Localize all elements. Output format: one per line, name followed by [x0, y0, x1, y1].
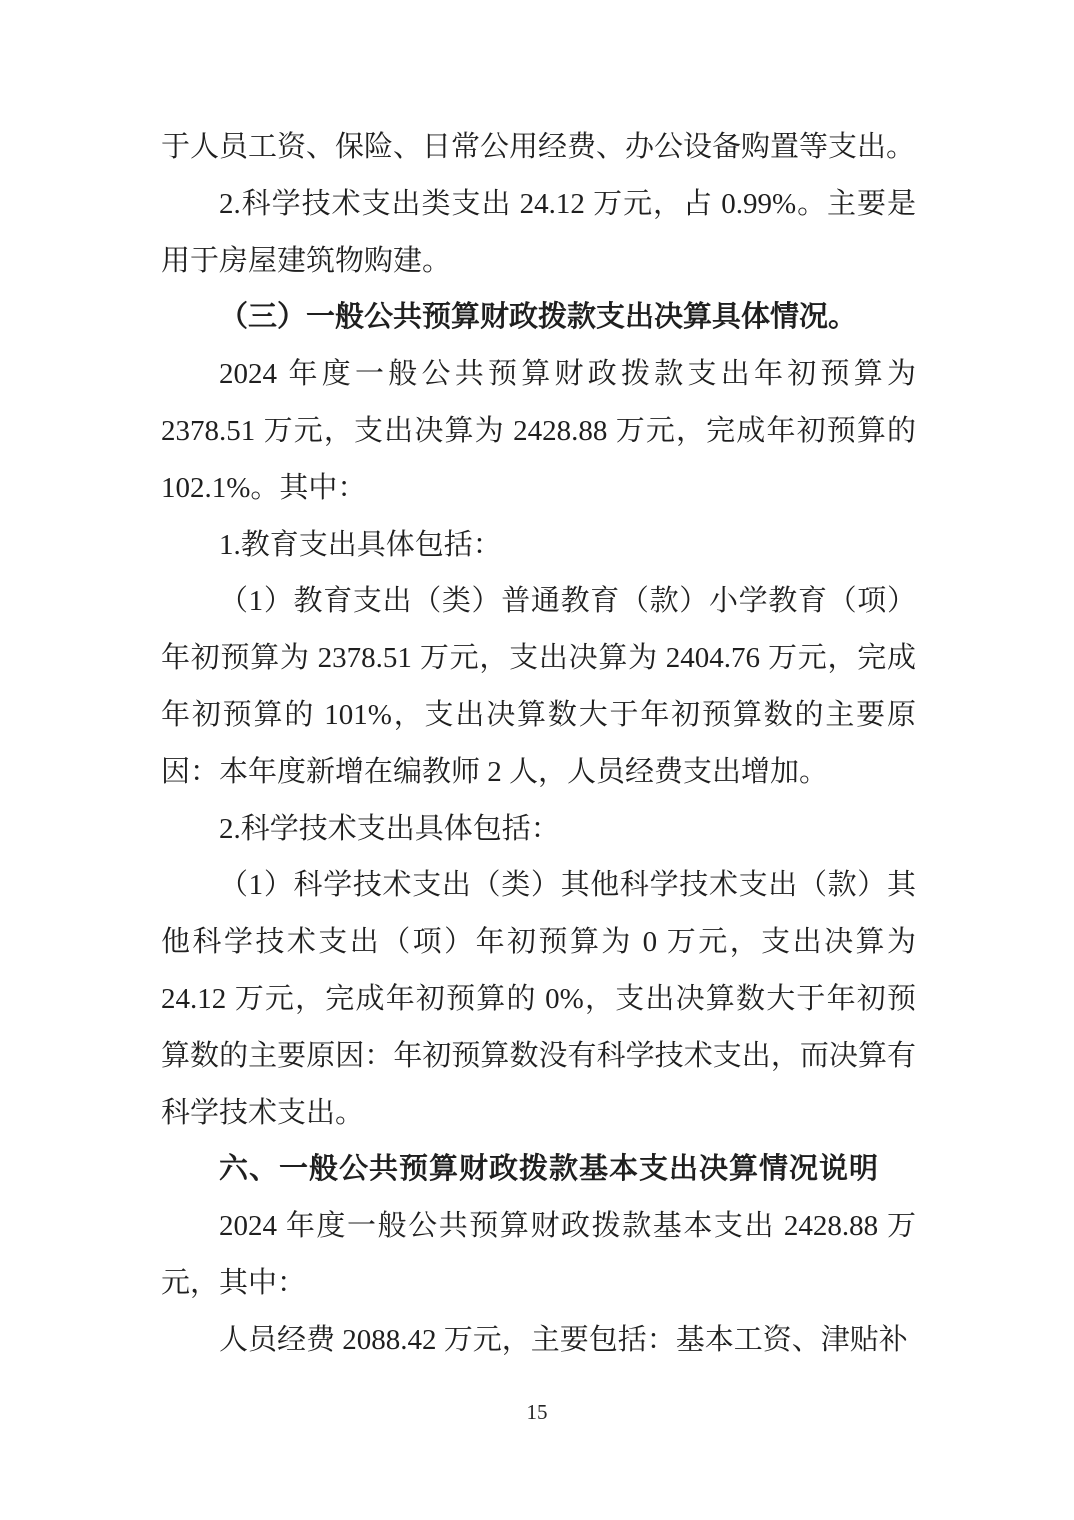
- page-number: 15: [526, 1400, 548, 1424]
- paragraph: 于人员工资、保险、日常公用经费、办公设备购置等支出。: [161, 131, 916, 163]
- paragraph: 1.教育支出具体包括：: [219, 528, 502, 561]
- paragraph: 2.科学技术支出类支出 24.12 万元，占 0.99%。主要是用于房屋建筑物购建。: [161, 187, 916, 277]
- section-heading: （三）一般公共预算财政拨款支出决算具体情况。: [219, 301, 858, 334]
- paragraph: 2.科学技术支出具体包括：: [219, 812, 560, 845]
- paragraph: （1）教育支出（类）普通教育（款）小学教育（项）年初预算为 2378.51 万元，支出决算为 2404.76 万元，完成年初预算的 101%，支出决算数大于年初预算数的主要原因：本年度新增在编教师 2 人，人员经费支出增加。: [161, 585, 916, 788]
- document-body: [161, 119, 916, 1369]
- paragraph: 2024 年度一般公共预算财政拨款支出年初预算为 2378.51 万元，支出决算为 2428.88 万元，完成年初预算的 102.1%。其中：: [161, 358, 916, 504]
- section-heading: 六、一般公共预算财政拨款基本支出决算情况说明: [219, 1153, 880, 1186]
- paragraph: 2024 年度一般公共预算财政拨款基本支出 2428.88 万元，其中：: [161, 1210, 916, 1299]
- paragraph: 人员经费 2088.42 万元，主要包括：基本工资、津贴补: [219, 1323, 908, 1356]
- paragraph: （1）科学技术支出（类）其他科学技术支出（款）其他科学技术支出（项）年初预算为 0 万元，支出决算为 24.12 万元，完成年初预算的 0%，支出决算数大于年初预算数的主要原因：年初预算数没有科学技术支出，而决算有科学技术支出。: [161, 869, 916, 1129]
